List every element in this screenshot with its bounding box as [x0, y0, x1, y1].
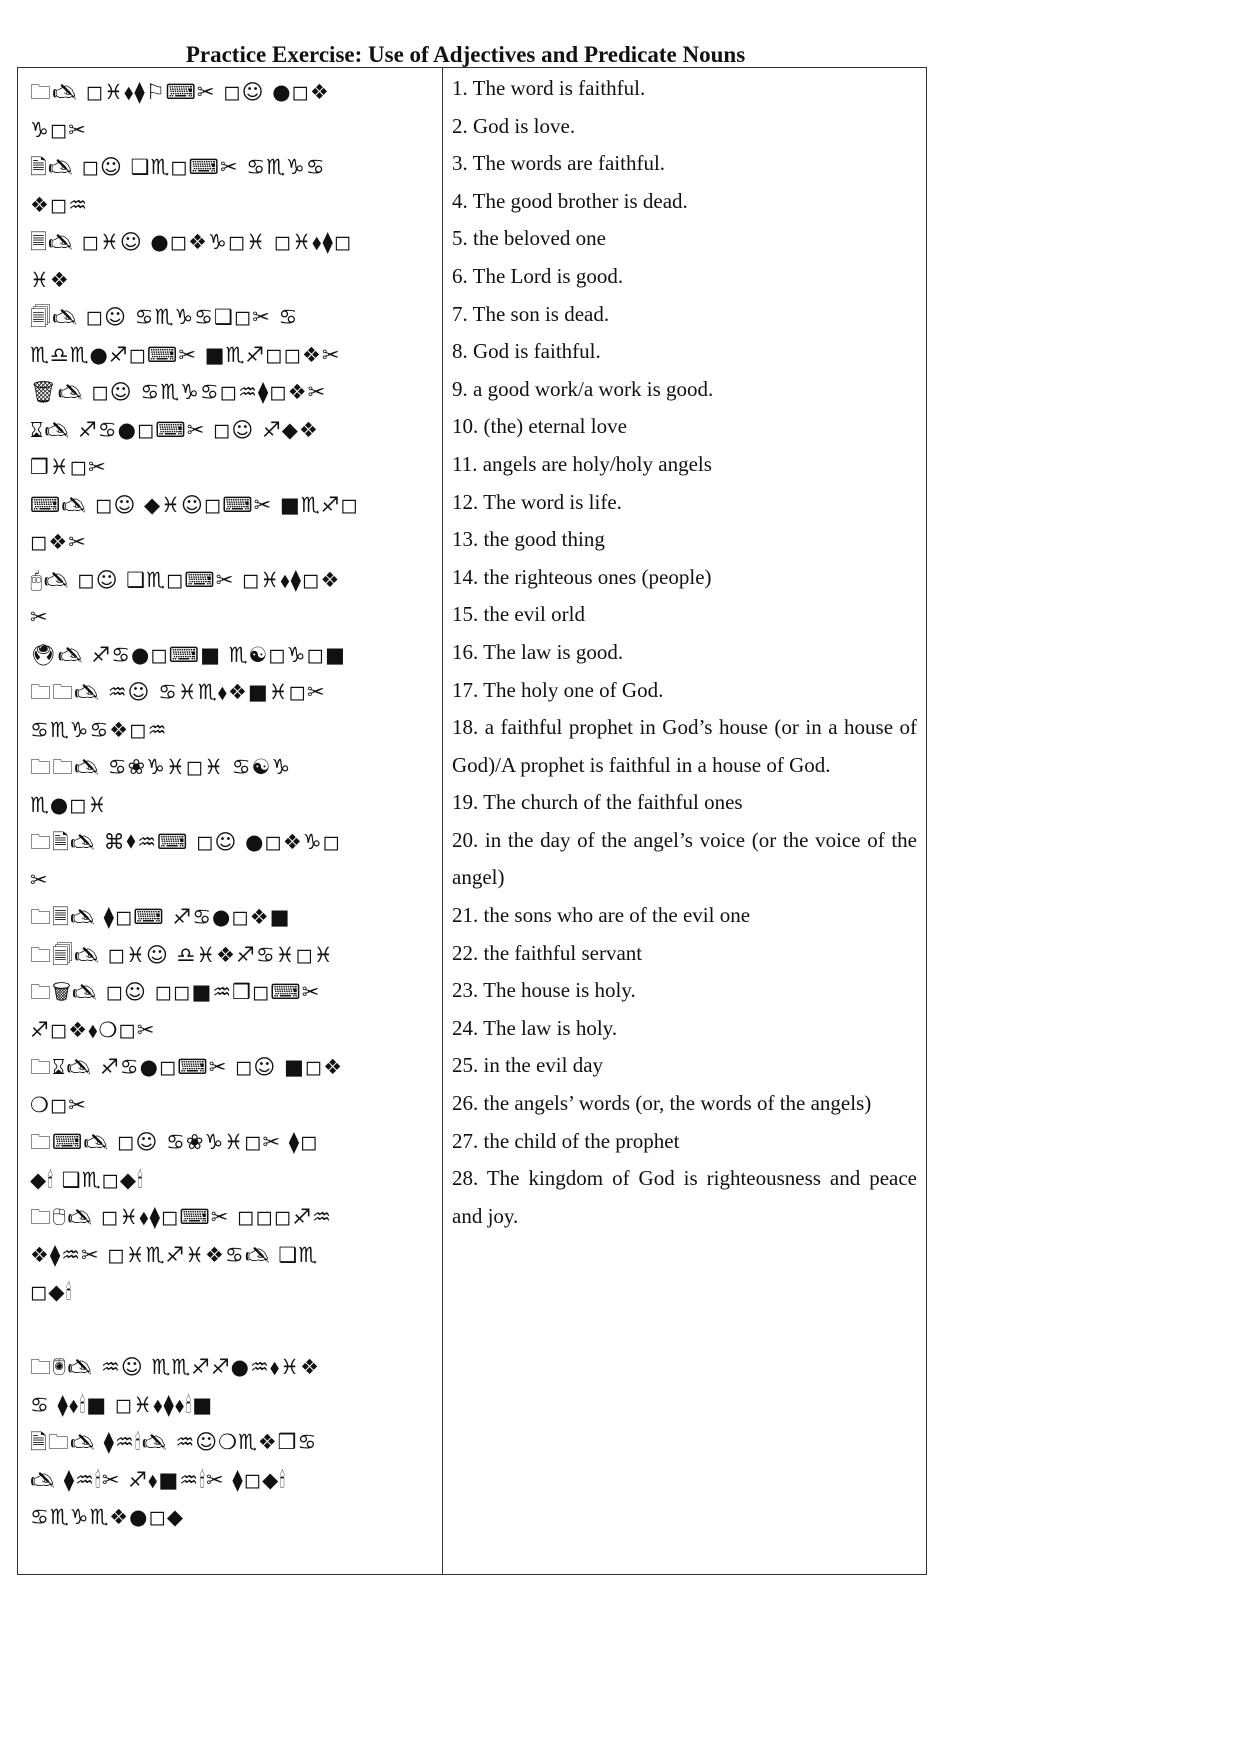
greek-line: ❖︎⧫︎♒︎✂︎ ◻︎♓︎♏︎♐︎♓︎❖︎♋︎🖎 ❑︎♏︎: [30, 1242, 319, 1267]
greek-line: 🗏🖎 ◻︎♓︎☺︎ ●◻︎❖︎♑︎◻︎♓︎ ◻︎♓︎⬧︎⧫︎◻︎: [30, 230, 353, 254]
answer-item: 1. The word is faithful.: [452, 76, 646, 100]
greek-line: ❍︎◻︎✂︎: [30, 1092, 87, 1117]
greek-line: ◆︎🕯︎ ❑︎♏︎◻︎◆︎🕯︎: [30, 1167, 144, 1192]
greek-line: ◻︎❖︎✂︎: [30, 530, 87, 554]
greek-line: 🗀🗀🖎 ♒︎☺︎ ♋︎♓︎♏︎⬧︎❖︎■♓︎◻︎✂︎: [30, 680, 326, 704]
greek-line: ◻︎◆︎🕯︎: [30, 1280, 73, 1304]
answer-item: 21. the sons who are of the evil one: [452, 903, 751, 928]
answer-item: 18. a faithful prophet in God’s house (or in a house of God)/A prophet is faithful in a house of God.: [452, 715, 917, 777]
greek-line: 🗀🖎 ◻︎♓︎⬧︎⧫︎⚐︎⌨︎✂︎ ◻︎☺︎ ●◻︎❖︎: [30, 80, 330, 104]
greek-line: ⌛︎🖎 ♐︎♋︎●◻︎⌨︎✂︎ ◻︎☺︎ ♐︎◆︎❖︎: [30, 417, 319, 442]
greek-line: 🗀🗀🖎 ♋︎❀︎♑︎♓︎◻︎♓︎ ♋︎☯︎♑︎: [30, 755, 292, 779]
answer-item: 24. The law is holy.: [452, 1015, 618, 1040]
answer-item: 22. the faithful servant: [452, 940, 643, 965]
greek-line: ✂︎: [30, 605, 49, 629]
answer-item: 12. The word is life.: [452, 489, 622, 514]
answer-column: [452, 70, 917, 1235]
answer-item: 10. (the) eternal love: [452, 414, 627, 439]
greek-line: 🗀🖰🖎 ◻︎♓︎⬧︎⧫︎◻︎⌨︎✂︎ ◻︎◻︎◻︎♐︎♒︎: [30, 1205, 332, 1229]
greek-line: 🗀🗑🖎 ◻︎☺︎ ◻︎◻︎■♒︎❒︎◻︎⌨︎✂︎: [30, 980, 321, 1004]
answer-item: 11. angels are holy/holy angels: [452, 451, 712, 476]
greek-line: ♋︎♏︎♑︎♋︎❖︎◻︎♒︎: [30, 717, 168, 742]
greek-line: 🗀🗏🖎 ⧫︎◻︎⌨︎ ♐︎♋︎●◻︎❖︎■: [30, 905, 291, 929]
greek-line: ♓︎❖︎: [30, 267, 70, 292]
answer-item: 28. The kingdom of God is righteousness and peace and joy.: [452, 1166, 917, 1228]
greek-line: ♋︎ ⧫︎⬧︎🕯︎■ ◻︎♓︎⬧︎⧫︎⬧︎🕯︎■: [30, 1392, 214, 1417]
answer-item: 7. The son is dead.: [452, 301, 610, 326]
answer-item: 9. a good work/a work is good.: [452, 376, 714, 401]
greek-column: [30, 74, 430, 1537]
answer-item: 27. the child of the prophet: [452, 1128, 680, 1153]
answer-item: 6. The Lord is good.: [452, 263, 624, 288]
answer-item: 5. the beloved one: [452, 226, 606, 251]
greek-line: 🗀⌛︎🖎 ♐︎♋︎●◻︎⌨︎✂︎ ◻︎☺︎ ■◻︎❖︎: [30, 1055, 344, 1079]
answer-item: 3. The words are faithful.: [452, 151, 666, 176]
answer-item: 4. The good brother is dead.: [452, 188, 688, 213]
greek-line: 🗀🗐🖎 ◻︎♓︎☺︎ ♎︎♓︎❖︎♐︎♋︎♓︎◻︎♓︎: [30, 942, 334, 967]
answer-item: 20. in the day of the angel’s voice (or the voice of the angel): [452, 827, 917, 890]
greek-line: ⌨︎🖎 ◻︎☺︎ ◆︎♓︎☺︎◻︎⌨︎✂︎ ■♏︎♐︎◻︎: [30, 492, 359, 517]
answer-item: 23. The house is holy.: [452, 978, 636, 1003]
greek-line: 🖎 ⧫︎♒︎🕯︎✂︎ ♐︎⬧︎■♒︎🕯︎✂︎ ⧫︎◻︎◆︎🕯︎: [30, 1467, 287, 1492]
answer-item: 2. God is love.: [452, 113, 576, 138]
greek-line: 🗀⌨︎🖎 ◻︎☺︎ ♋︎❀︎♑︎♓︎◻︎✂︎ ⧫︎◻︎: [30, 1130, 319, 1154]
answer-item: 15. the evil orld: [452, 602, 585, 627]
answer-item: 8. God is faithful.: [452, 339, 601, 364]
page-title: [0, 33, 1241, 70]
greek-line: 🗑🖎 ◻︎☺︎ ♋︎♏︎♑︎♋︎◻︎♒︎⧫︎◻︎❖︎✂︎: [30, 380, 327, 404]
greek-line: ✂︎: [30, 867, 49, 892]
answer-item: 13. the good thing: [452, 527, 605, 552]
greek-line: 🖰🖎 ◻︎☺︎ ❑︎♏︎◻︎⌨︎✂︎ ◻︎♓︎⬧︎⧫︎◻︎❖︎: [30, 567, 341, 592]
answer-item: 16. The law is good.: [452, 639, 624, 664]
greek-line: ♏︎♎︎♏︎●♐︎◻︎⌨︎✂︎ ■♏︎♐︎◻︎◻︎❖︎✂︎: [30, 342, 341, 367]
greek-line: 🗎🖎 ◻︎☺︎ ❑︎♏︎◻︎⌨︎✂︎ ♋︎♏︎♑︎♋︎: [30, 155, 326, 179]
column-divider: [442, 67, 443, 1575]
greek-line: ❒︎♓︎◻︎✂︎: [30, 455, 107, 479]
greek-line: 🗎🗀🖎 ⧫︎♒︎🕯︎🖎 ♒︎☺︎❍︎♏︎❖︎❒︎♋︎: [30, 1430, 318, 1454]
answer-item: 19. The church of the faithful ones: [452, 790, 743, 815]
greek-line: 🗀🖲🖎 ♒︎☺︎ ♏︎♏︎♐︎♐︎●♒︎⬧︎♓︎❖︎: [30, 1355, 320, 1379]
title-text: Practice Exercise: Use of Adjectives and Predicate Nouns: [185, 42, 746, 67]
greek-line: 🗐🖎 ◻︎☺︎ ♋︎♏︎♑︎♋︎❑︎◻︎✂︎ ♋︎: [30, 305, 299, 329]
greek-line: ❖︎◻︎♒︎: [30, 192, 89, 217]
answer-item: 26. the angels’ words (or, the words of the angels): [452, 1091, 872, 1116]
greek-line: ♏︎●◻︎♓︎: [30, 792, 108, 817]
answer-item: 25. in the evil day: [452, 1053, 604, 1078]
greek-line: [30, 1312, 430, 1350]
greek-line: ♋︎♏︎♑︎♏︎❖︎●◻︎◆︎: [30, 1505, 185, 1529]
greek-line: ♑︎◻︎✂︎: [30, 117, 87, 142]
greek-line: ♐︎◻︎❖︎⬧︎❍︎◻︎✂︎: [30, 1017, 156, 1042]
greek-line: 🗀🗎🖎 ⌘︎⬧︎♒︎⌨︎ ◻︎☺︎ ●◻︎❖︎♑︎◻︎: [30, 830, 341, 854]
answer-item: 17. The holy one of God.: [452, 677, 664, 702]
answer-item: 14. the righteous ones (people): [452, 564, 712, 589]
greek-line: 🖲🖎 ♐︎♋︎●◻︎⌨︎■ ♏︎☯︎◻︎♑︎◻︎■: [30, 642, 346, 667]
